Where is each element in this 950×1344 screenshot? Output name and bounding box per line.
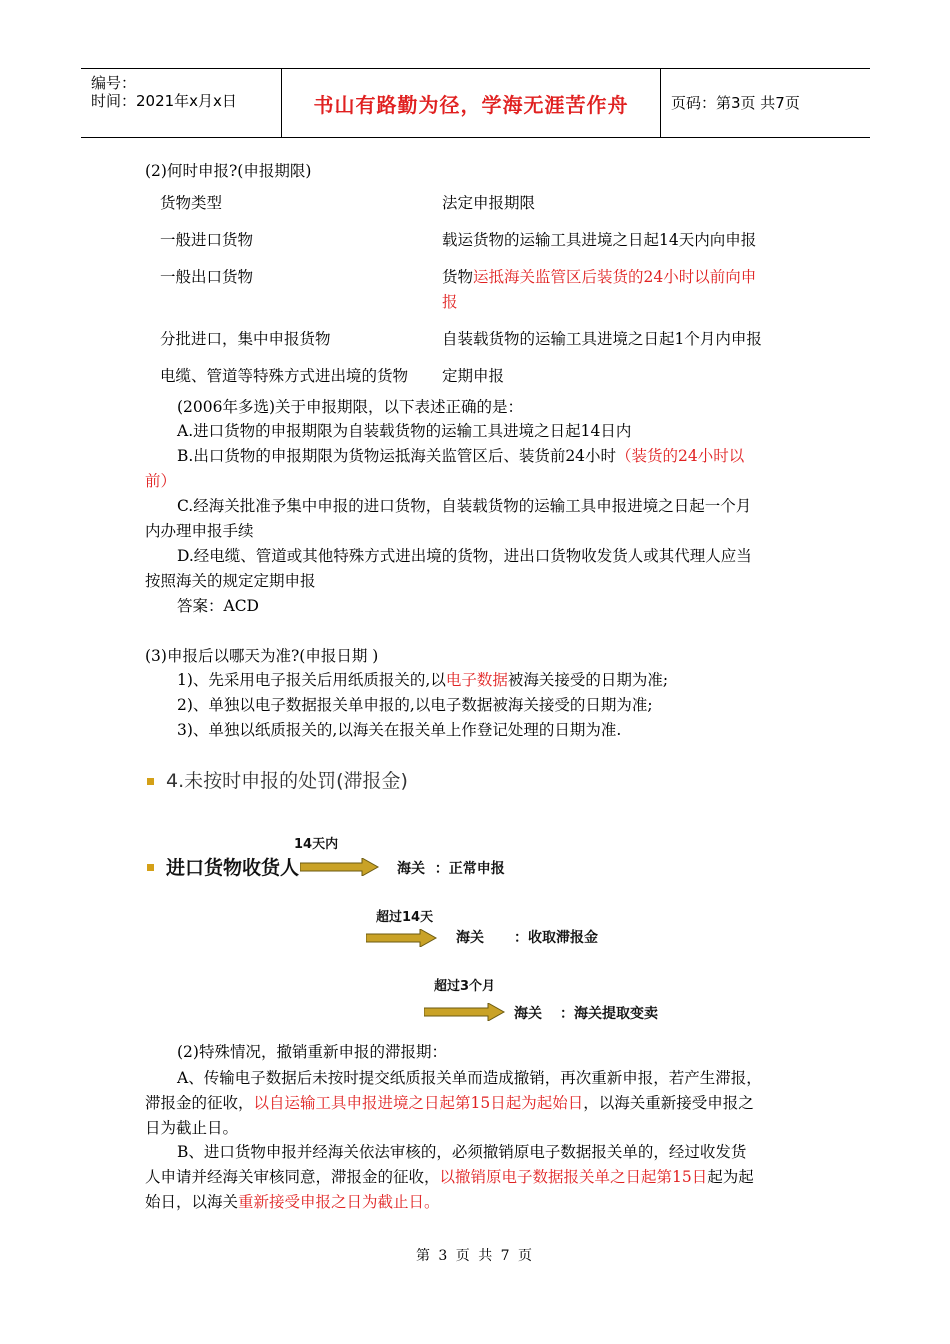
option-b: B.出口货物的申报期限为货物运抵海关监管区后、装货前24小时（装货的24小时以 bbox=[177, 447, 745, 465]
option-b-cont: 前） bbox=[145, 472, 177, 490]
header-motto-cell bbox=[282, 69, 661, 137]
motto: 书山有路勤为径，学海无涯苦作舟 bbox=[313, 93, 629, 117]
arrow-1 bbox=[300, 858, 380, 876]
option-c-cont: 内办理申报手续 bbox=[145, 522, 254, 540]
result-fine: ：收取滞报金 bbox=[514, 930, 598, 946]
page-info: 页码：第3页 共7页 bbox=[671, 94, 800, 112]
result-sale-haiguan: 海关 bbox=[514, 1006, 542, 1022]
special-a-line1: A、传输电子数据后未按时提交纸质报关单而造成撤销，再次重新申报，若产生滞报， bbox=[177, 1069, 762, 1087]
special-b-line1: B、进口货物申报并经海关依法审核的，必须撤销原电子数据报关单的，经过收发货 bbox=[177, 1143, 747, 1161]
table-row3-type: 分批进口，集中申报货物 bbox=[160, 330, 331, 348]
section3-item2: 2)、单独以电子数据报关单申报的,以电子数据被海关接受的日期为准; bbox=[177, 696, 653, 714]
table-header-deadline: 法定申报期限 bbox=[442, 194, 536, 212]
number-label: 编号： bbox=[91, 74, 137, 92]
section2-heading: (2)何时申报?(申报期限) bbox=[145, 162, 312, 180]
option-d: D.经电缆、管道或其他特殊方式进出境的货物，进出口货物收发货人或其代理人应当 bbox=[177, 547, 752, 565]
header-page-cell bbox=[661, 69, 870, 137]
result-fine-haiguan: 海关 bbox=[456, 930, 484, 946]
label-over-3-months: 超过3个月 bbox=[434, 979, 496, 994]
table-row1-type: 一般进口货物 bbox=[160, 231, 254, 249]
arrow-3 bbox=[424, 1003, 506, 1021]
table-row3-deadline: 自装载货物的运输工具进境之日起1个月内申报 bbox=[442, 330, 762, 348]
arrow-2 bbox=[366, 929, 438, 947]
figure-title-bullet bbox=[147, 778, 154, 785]
answer: 答案：ACD bbox=[177, 597, 259, 615]
result-sale: ：海关提取变卖 bbox=[560, 1006, 658, 1022]
figure-subject: 进口货物收货人 bbox=[166, 857, 300, 879]
table-row4-type: 电缆、管道等特殊方式进出境的货物 bbox=[160, 367, 409, 385]
option-a: A.进口货物的申报期限为自装载货物的运输工具进境之日起14日内 bbox=[177, 422, 632, 440]
time-label: 时间：2021年x月x日 bbox=[91, 92, 237, 110]
label-14-days: 14天内 bbox=[294, 837, 339, 852]
section3-heading: (3)申报后以哪天为准?(申报日期 ) bbox=[145, 647, 379, 665]
table-row2-deadline-cont: 报 bbox=[442, 293, 458, 311]
table-row2-deadline: 货物运抵海关监管区后装货的24小时以前向申 bbox=[442, 268, 757, 286]
table-header-type: 货物类型 bbox=[160, 194, 223, 212]
question: (2006年多选)关于申报期限，以下表述正确的是： bbox=[177, 398, 524, 416]
subject-bullet bbox=[147, 864, 154, 871]
table-row1-deadline: 载运货物的运输工具进境之日起14天内向申报 bbox=[442, 231, 757, 249]
result-normal: 海关 ：正常申报 bbox=[397, 861, 505, 877]
figure-title: 4.未按时申报的处罚(滞报金) bbox=[166, 770, 408, 792]
option-c: C.经海关批准予集中申报的进口货物，自装载货物的运输工具申报进境之日起一个月 bbox=[177, 497, 752, 515]
section3-item3: 3)、单独以纸质报关的,以海关在报关单上作登记处理的日期为准. bbox=[177, 721, 622, 739]
table-row4-deadline: 定期申报 bbox=[442, 367, 505, 385]
special-a-line2: 滞报金的征收，以自运输工具申报进境之日起第15日起为起始日，以海关重新接受申报之 bbox=[145, 1094, 754, 1112]
table-row2-type: 一般出口货物 bbox=[160, 268, 254, 286]
option-d-cont: 按照海关的规定定期申报 bbox=[145, 572, 316, 590]
special-b-line3: 始日，以海关重新接受申报之日为截止日。 bbox=[145, 1193, 440, 1211]
special-heading: (2)特殊情况，撤销重新申报的滞报期： bbox=[177, 1043, 447, 1061]
special-b-line2: 人申请并经海关审核同意，滞报金的征收，以撤销原电子数据报关单之日起第15日起为起 bbox=[145, 1168, 754, 1186]
page-footer: 第 3 页 共 7 页 bbox=[415, 1248, 535, 1264]
page-header bbox=[81, 68, 870, 138]
label-over-14-days: 超过14天 bbox=[376, 910, 434, 925]
header-meta-cell bbox=[81, 69, 282, 137]
section3-item1: 1)、先采用电子报关后用纸质报关的,以电子数据被海关接受的日期为准; bbox=[177, 671, 669, 689]
special-a-line3: 日为截止日。 bbox=[145, 1119, 239, 1137]
